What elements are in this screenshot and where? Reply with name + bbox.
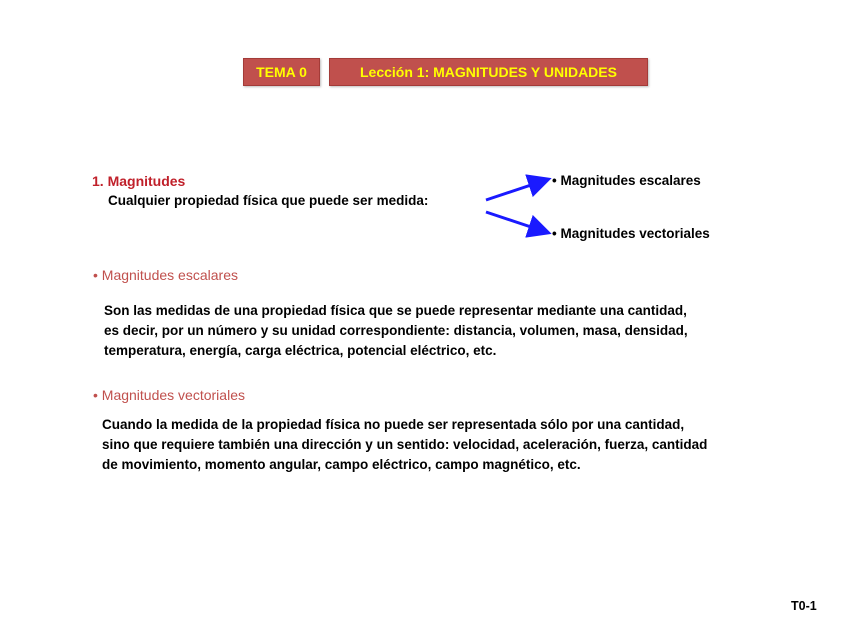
arrow-to-escalares: [486, 180, 546, 200]
vectoriales-line: de movimiento, momento angular, campo eléctrico, campo magnético, etc.: [102, 457, 581, 472]
branch-vectoriales: • Magnitudes vectoriales: [552, 226, 710, 241]
vectoriales-line: Cuando la medida de la propiedad física no puede ser representada sólo por una cantidad,: [102, 417, 685, 432]
escalares-paragraph: [104, 301, 688, 361]
escalares-line: es decir, por un número y su unidad correspondiente: distancia, volumen, masa, densidad,: [104, 323, 688, 338]
page-number: T0-1: [791, 599, 817, 613]
lesson-title-banner: [329, 58, 648, 86]
arrow-to-vectoriales: [486, 212, 546, 232]
vectoriales-line: sino que requiere también una dirección y un sentido: velocidad, aceleración, fuerza, cantidad: [102, 437, 708, 452]
lesson-title: Lección 1: MAGNITUDES Y UNIDADES: [360, 64, 617, 80]
escalares-title: • Magnitudes escalares: [93, 267, 238, 283]
vectoriales-paragraph: [102, 415, 707, 475]
escalares-line: Son las medidas de una propiedad física que se puede representar mediante una cantidad,: [104, 303, 687, 318]
magnitudes-definition: Cualquier propiedad física que puede ser medida:: [108, 193, 429, 208]
escalares-line: temperatura, energía, carga eléctrica, potencial eléctrico, etc.: [104, 343, 497, 358]
tema-badge: [243, 58, 320, 86]
tema-label: TEMA 0: [256, 64, 307, 80]
branch-arrows: [480, 170, 560, 240]
branch-escalares: • Magnitudes escalares: [552, 173, 701, 188]
section-title-magnitudes: 1. Magnitudes: [92, 173, 186, 189]
vectoriales-title: • Magnitudes vectoriales: [93, 387, 245, 403]
